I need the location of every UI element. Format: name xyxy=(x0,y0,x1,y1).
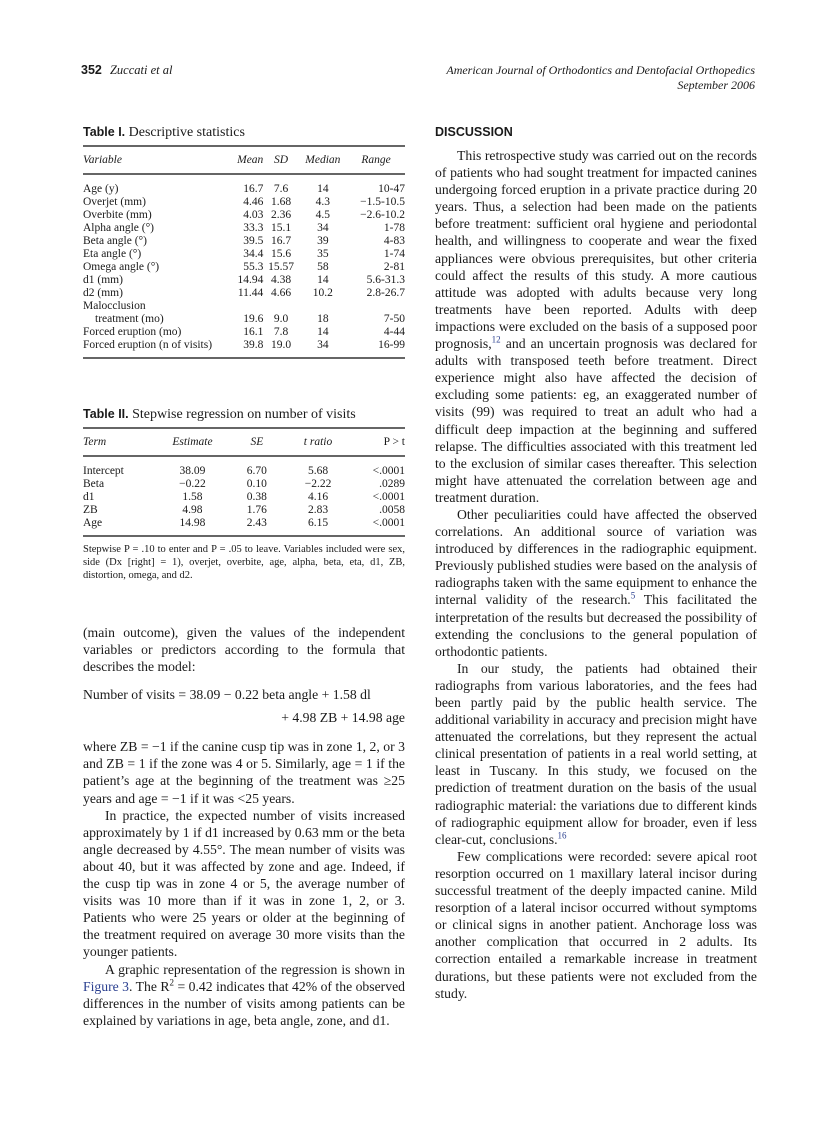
cell-se: 1.76 xyxy=(246,504,267,516)
cell-se: 0.38 xyxy=(246,491,267,503)
author-line: Zuccati et al xyxy=(109,63,173,77)
table1-caption xyxy=(83,125,405,141)
table-row xyxy=(83,196,405,209)
regression-equation-line1: Number of visits = 38.09 − 0.22 beta angle + 1.58 dl xyxy=(83,687,371,703)
table-row xyxy=(83,456,405,478)
cell-se: 0.10 xyxy=(246,478,267,490)
cell-median: 34 xyxy=(317,339,329,351)
table-row xyxy=(83,209,405,222)
reference-5-link[interactable]: 5 xyxy=(630,590,636,601)
table-row xyxy=(83,235,405,248)
section-heading-discussion: DISCUSSION xyxy=(435,125,513,139)
table1-col-median: Median xyxy=(299,146,347,174)
cell-range xyxy=(347,300,405,313)
table1-header-row xyxy=(83,146,405,174)
table1-col-sd: SD xyxy=(263,146,298,174)
cell-variable: Overbite (mm) xyxy=(83,209,152,221)
cell-sd: 7.6 xyxy=(273,183,289,195)
cell-t-ratio: 4.16 xyxy=(307,491,329,503)
cell-median: 14 xyxy=(317,183,329,195)
table1-col-variable: Variable xyxy=(83,146,225,174)
table-row xyxy=(83,300,405,313)
cell-variable: Overjet (mm) xyxy=(83,196,146,208)
cell-estimate: −0.22 xyxy=(179,478,206,490)
text-span: and an uncertain prognosis was declared for adults with transposed teeth before treatment. Direct experience might also have affected the decision of excluding some patients: eg, an exaggerated number of visits (99) was required to treat an adult who had a difficult deep impaction at the beginning and suffered relapse. The difficulties associated with this treatment led to the exclusion of similar cases thereafter. This selection might have attenuated the correlation between age and treatment duration. xyxy=(435,336,757,505)
cell-sd: 15.1 xyxy=(270,222,292,234)
cell-term: ZB xyxy=(83,504,98,516)
cell-range: 1-78 xyxy=(383,222,405,234)
cell-range: 5.6-31.3 xyxy=(366,274,405,286)
cell-sd: 4.38 xyxy=(270,274,292,286)
cell-range: 16-99 xyxy=(378,339,405,351)
table-row xyxy=(83,248,405,261)
discussion-paragraph-1 xyxy=(435,147,757,506)
cell-variable: Malocclusion xyxy=(83,300,146,312)
table2-col-term: Term xyxy=(83,428,160,456)
cell-p: .0058 xyxy=(379,504,405,516)
cell-median: 58 xyxy=(317,261,329,273)
text-span: Other peculiarities could have affected the observed correlations. An additional source of variation was introduced by differences in the radiographic equipment. Previously published studies were based on the analysis of radiographs taken with the same equipment to enhance the internal validity of the research. xyxy=(435,506,757,608)
superscript: 2 xyxy=(169,977,174,988)
cell-sd: 2.36 xyxy=(270,209,292,221)
cell-mean: 33.3 xyxy=(243,222,264,234)
text-span: This retrospective study was carried out on the records of patients who had sought treatment for impacted canines undergoing forced eruption in a private practice during 20 years. Thus, a selection had been made on the patients before treatment: sufficient oral hygiene and periodontal health, and willingness to cooperate and wear the fixed appliances were obvious prerequisites, but other criteria could affect the results of this study. A more cautious attitude was adopted with adults because very long treatments have been reported. Adults with deep impactions were excluded on the basis of a supposed poor prognosis, xyxy=(435,148,757,352)
discussion-paragraph-3 xyxy=(435,660,757,848)
cell-range: −2.6-10.2 xyxy=(360,209,405,221)
paragraph-variable-coding: where ZB = −1 if the canine cusp tip was in zone 1, 2, or 3 and ZB = 1 if the zone was 4 or 5. Similarly, age = 1 if the patient’s age at the beginning of the treatment was ≥25 years and age = −1 if it was <25 years. xyxy=(83,739,405,806)
table1-col-range: Range xyxy=(347,146,405,174)
table1-col-mean: Mean xyxy=(225,146,264,174)
table-row xyxy=(83,174,405,196)
cell-variable: d2 (mm) xyxy=(83,287,123,299)
text-span: . The R xyxy=(129,978,170,994)
regression-equation-line2: + 4.98 ZB + 14.98 age xyxy=(281,710,405,726)
cell-mean: 55.3 xyxy=(243,261,264,273)
cell-estimate: 4.98 xyxy=(182,504,203,516)
cell-sd: 1.68 xyxy=(270,196,292,208)
table2-caption xyxy=(83,407,405,423)
paragraph-r-squared xyxy=(83,961,405,1029)
cell-variable: Omega angle (°) xyxy=(83,261,160,273)
cell-term: Age xyxy=(83,517,103,529)
table2-col-p: P > t xyxy=(347,428,405,456)
cell-median: 14 xyxy=(317,274,329,286)
paragraph-model-intro: (main outcome), given the values of the independent variables or predictors according to the formula that describes the model: xyxy=(83,625,405,675)
table-row xyxy=(83,339,405,358)
cell-range: −1.5-10.5 xyxy=(360,196,405,208)
table-row xyxy=(83,326,405,339)
cell-range: 2.8-26.7 xyxy=(366,287,405,299)
table-row xyxy=(83,261,405,274)
cell-range: 2-81 xyxy=(383,261,405,273)
issue-date: September 2006 xyxy=(677,78,755,92)
cell-t-ratio: −2.22 xyxy=(304,478,332,490)
cell-estimate: 38.09 xyxy=(179,465,206,477)
cell-sd: 9.0 xyxy=(273,313,289,325)
cell-mean: 14.94 xyxy=(237,274,264,286)
cell-t-ratio: 6.15 xyxy=(307,517,329,529)
cell-se: 6.70 xyxy=(246,465,267,477)
table-row xyxy=(83,287,405,300)
text-span: In our study, the patients had obtained their radiographs from various laboratories, and the fees had been partly paid by the public health service. The additional variability in accuracy and precision might have attenuated the correlations, but they represent the actual clinical presentation of patients in a real world setting, at least in Tuscany. In this study, we focused on the prediction of treatment duration on the basis of the usual radiographic material: the variations due to different kinds of radiographic equipment allow for broader, even if less clear-cut, conclusions. xyxy=(435,660,757,847)
cell-term: Beta xyxy=(83,478,105,490)
table-row xyxy=(83,491,405,504)
cell-mean: 39.8 xyxy=(243,339,264,351)
table2-label: Table II. xyxy=(83,407,129,421)
cell-mean: 39.5 xyxy=(243,235,264,247)
cell-sd: 15.57 xyxy=(268,261,294,273)
cell-median: 10.2 xyxy=(312,287,333,299)
cell-variable: Eta angle (°) xyxy=(83,248,142,260)
cell-p: .0289 xyxy=(379,478,405,490)
table-row xyxy=(83,504,405,517)
cell-p: <.0001 xyxy=(372,491,405,503)
cell-p: <.0001 xyxy=(372,465,405,477)
cell-variable: Alpha angle (°) xyxy=(83,222,155,234)
cell-mean: 4.46 xyxy=(243,196,264,208)
cell-mean: 4.03 xyxy=(243,209,264,221)
cell-estimate: 1.58 xyxy=(182,491,203,503)
text-span: = 0.42 indicates that 42% of the observed differences in the number of visits among patients can be explained by variations in age, beta angle, zone, and d1. xyxy=(83,978,405,1028)
cell-median: 4.5 xyxy=(315,209,331,221)
cell-sd: 16.7 xyxy=(270,235,292,247)
table2-header-row xyxy=(83,428,405,456)
table1-label: Table I. xyxy=(83,125,126,139)
table-row xyxy=(83,517,405,536)
discussion-paragraph-2 xyxy=(435,506,757,660)
cell-median: 18 xyxy=(317,313,329,325)
cell-sd: 4.66 xyxy=(270,287,292,299)
cell-mean: 16.7 xyxy=(243,183,264,195)
running-header-left xyxy=(81,63,172,78)
cell-mean: 11.44 xyxy=(237,287,264,299)
table-row xyxy=(83,274,405,287)
cell-variable: treatment (mo) xyxy=(95,313,164,325)
cell-sd: 19.0 xyxy=(270,339,292,351)
cell-range: 4-44 xyxy=(383,326,405,338)
cell-mean: 19.6 xyxy=(243,313,264,325)
table2-col-estimate: Estimate xyxy=(160,428,224,456)
cell-median: 34 xyxy=(317,222,329,234)
cell-mean: 34.4 xyxy=(243,248,264,260)
left-column xyxy=(83,125,405,1029)
discussion-paragraph-4: Few complications were recorded: severe apical root resorption occurred on 1 maxillary lateral incisor during successful treatment of the deeply impacted canine. Mild resorption of a lateral incisor occurred without symptoms or clinical signs in another patient. Anchorage loss was another complication that occurred in 2 adults. Its correction entailed a remarkable increase in treatment durations, but these patients were not excluded from the study. xyxy=(435,848,757,1001)
cell-median: 14 xyxy=(317,326,329,338)
cell-t-ratio: 5.68 xyxy=(307,465,329,477)
cell-range: 4-83 xyxy=(383,235,405,247)
cell-sd xyxy=(263,300,298,313)
cell-variable: Forced eruption (n of visits) xyxy=(83,339,213,351)
page-number: 352 xyxy=(81,63,102,77)
cell-median: 35 xyxy=(317,248,329,260)
table2-col-t-ratio: t ratio xyxy=(289,428,347,456)
table-row xyxy=(83,313,405,326)
cell-variable: Forced eruption (mo) xyxy=(83,326,182,338)
cell-sd: 15.6 xyxy=(270,248,292,260)
cell-range: 7-50 xyxy=(383,313,405,325)
table2-title: Stepwise regression on number of visits xyxy=(132,407,356,422)
reference-16-link[interactable]: 16 xyxy=(557,830,567,841)
cell-mean: 16.1 xyxy=(243,326,264,338)
right-column xyxy=(435,125,757,1002)
text-span: This facilitated the interpretation of the results but decreased the possibility of extending the conclusions to the general population of orthodontic patients. xyxy=(435,592,757,659)
journal-name: American Journal of Orthodontics and Dentofacial Orthopedics xyxy=(446,63,755,77)
cell-variable: Beta angle (°) xyxy=(83,235,147,247)
cell-range: 1-74 xyxy=(383,248,405,260)
cell-estimate: 14.98 xyxy=(179,517,206,529)
cell-sd: 7.8 xyxy=(273,326,289,338)
table2-col-se: SE xyxy=(225,428,289,456)
cell-median: 39 xyxy=(317,235,329,247)
cell-range: 10-47 xyxy=(378,183,405,195)
text-span: A graphic representation of the regression is shown in xyxy=(105,961,405,977)
table1-descriptive-statistics xyxy=(83,145,405,359)
reference-12-link[interactable]: 12 xyxy=(491,334,501,345)
running-header-right xyxy=(446,63,755,93)
cell-variable: d1 (mm) xyxy=(83,274,123,286)
cell-variable: Age (y) xyxy=(83,183,119,195)
table-row xyxy=(83,478,405,491)
cell-median xyxy=(299,300,347,313)
cell-median: 4.3 xyxy=(315,196,331,208)
table1-title: Descriptive statistics xyxy=(128,125,245,140)
cell-p: <.0001 xyxy=(372,517,405,529)
cell-se: 2.43 xyxy=(246,517,267,529)
paragraph-interpretation: In practice, the expected number of visits increased approximately by 1 if d1 increased by 0.63 mm or the beta angle decreased by 4.55°. The mean number of visits was about 40, but it was affected by zone and age. Indeed, if the cusp tip was in zone 4 or 5, the average number of visits was 10 more than if it was in zone 1, 2, or 3. Patients who were 25 years or older at the beginning of the treatment required on average 30 more visits than the younger patients. xyxy=(83,807,405,960)
figure-3-link[interactable]: Figure 3 xyxy=(83,978,130,994)
table-row xyxy=(83,222,405,235)
cell-t-ratio: 2.83 xyxy=(307,504,329,516)
cell-term: Intercept xyxy=(83,465,124,477)
table2-stepwise-regression xyxy=(83,427,405,537)
cell-mean xyxy=(225,300,264,313)
cell-term: d1 xyxy=(83,491,95,503)
table2-footnote: Stepwise P = .10 to enter and P = .05 to leave. Variables included were sex, side (Dx [right] = 1), overjet, overbite, age, alpha, beta, eta, d1, ZB, distortion, omega, and d2. xyxy=(83,544,405,581)
